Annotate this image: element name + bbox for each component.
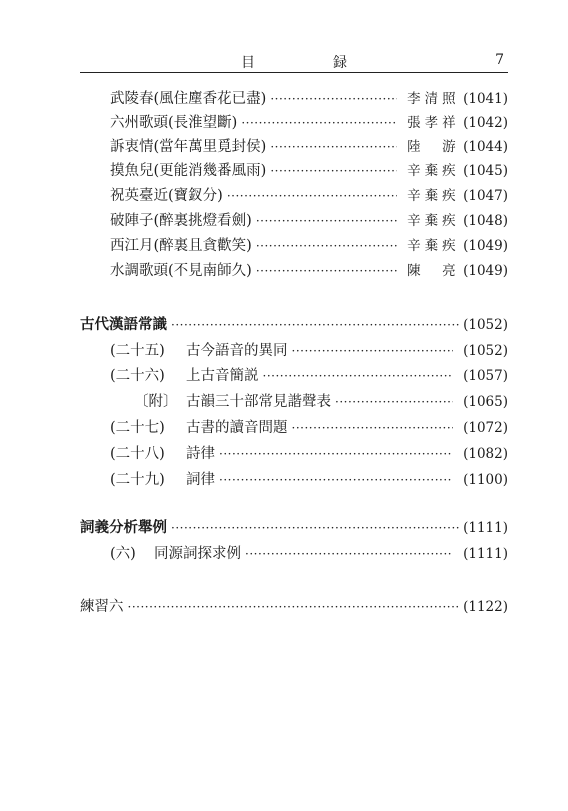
toc-subentry[interactable]: [110, 365, 508, 387]
toc-entry-title: 訴衷情(當年萬里覓封侯): [110, 139, 267, 155]
leader-dots: [219, 443, 453, 465]
toc-subentry[interactable]: [110, 543, 508, 565]
leader-dots: [263, 365, 454, 387]
subentry-page: (1082): [463, 446, 508, 462]
leader-dots: [256, 235, 397, 257]
exercise-page: (1122): [463, 599, 508, 615]
toc-entry-title: 西江月(醉裏且貪歡笑): [110, 238, 252, 254]
leader-dots: [219, 469, 453, 491]
section-page: (1111): [463, 520, 508, 536]
toc-entry-title: 破陣子(醉裏挑燈看劍): [110, 213, 252, 229]
leader-dots: [292, 417, 454, 439]
toc-exercise[interactable]: [80, 596, 508, 618]
subentry-number: (二十五): [110, 343, 165, 359]
subentry-title: 古今語音的異同: [186, 343, 288, 359]
subentry-page: (1111): [463, 546, 508, 562]
toc-entry-title: 祝英臺近(寶釵分): [110, 188, 223, 204]
toc-entry[interactable]: [110, 136, 508, 158]
subentry-number: 〔附〕: [134, 394, 178, 410]
leader-dots: [292, 340, 454, 362]
toc-entry-page: (1049): [463, 263, 508, 279]
toc-entry-title: 水調歌頭(不見南師久): [110, 263, 252, 279]
toc-entry-author: 辛棄疾: [407, 163, 460, 179]
section-title: 古代漢語常識: [80, 317, 167, 333]
toc-entry-author: 陳 亮: [407, 263, 460, 279]
toc-subentry[interactable]: [110, 469, 508, 491]
subentry-number: (二十八): [110, 446, 165, 462]
leader-dots: [171, 314, 459, 336]
subentry-title: 上古音簡説: [186, 368, 259, 384]
subentry-number: (六): [110, 546, 136, 562]
toc-entry-page: (1049): [463, 238, 508, 254]
toc-entry[interactable]: [110, 112, 508, 134]
leader-dots: [171, 517, 459, 539]
subentry-title: 古書的讀音問題: [186, 420, 288, 436]
subentry-page: (1100): [463, 472, 508, 488]
subentry-page: (1065): [463, 394, 508, 410]
leader-dots: [270, 160, 397, 182]
toc-entry[interactable]: [110, 160, 508, 182]
leader-dots: [270, 88, 397, 110]
toc-section-word-meaning[interactable]: [80, 517, 508, 539]
leader-dots: [335, 391, 453, 413]
toc-entry[interactable]: [110, 185, 508, 207]
toc-entry-page: (1041): [463, 91, 508, 107]
toc-entry-author: 辛棄疾: [407, 213, 460, 229]
running-head: [80, 50, 508, 73]
toc-subentry[interactable]: [110, 340, 508, 362]
subentry-page: (1057): [463, 368, 508, 384]
exercise-title: 練習六: [80, 599, 124, 615]
toc-section-ancient-chinese[interactable]: [80, 314, 508, 336]
subentry-title: 詞律: [186, 472, 215, 488]
subentry-page: (1072): [463, 420, 508, 436]
subentry-page: (1052): [463, 343, 508, 359]
toc-entry-page: (1045): [463, 163, 508, 179]
toc-entry-author: 張孝祥: [407, 115, 460, 131]
running-title: 目 録: [241, 55, 379, 71]
toc-entry[interactable]: [110, 210, 508, 232]
leader-dots: [128, 596, 460, 618]
section-page: (1052): [463, 317, 508, 333]
toc-entry-page: (1042): [463, 115, 508, 131]
toc-entry-page: (1048): [463, 213, 508, 229]
subentry-title: 詩律: [186, 446, 215, 462]
subentry-number: (二十九): [110, 472, 165, 488]
toc-entry[interactable]: [110, 235, 508, 257]
leader-dots: [256, 210, 397, 232]
toc-entry-author: 辛棄疾: [407, 188, 460, 204]
toc-entry-author: 辛棄疾: [407, 238, 460, 254]
leader-dots: [241, 112, 397, 134]
leader-dots: [227, 185, 397, 207]
toc-entry[interactable]: [110, 88, 508, 110]
subentry-title: 古韻三十部常見諧聲表: [186, 394, 331, 410]
toc-entry-author: 李清照: [407, 91, 460, 107]
page-number: 7: [495, 52, 504, 68]
toc-entry-page: (1047): [463, 188, 508, 204]
leader-dots: [245, 543, 453, 565]
toc-subentry-appendix[interactable]: [110, 391, 508, 413]
leader-dots: [256, 260, 397, 282]
subentry-number: (二十六): [110, 368, 165, 384]
toc-entry-title: 六州歌頭(長淮望斷): [110, 115, 238, 131]
section-title: 詞義分析舉例: [80, 520, 167, 536]
toc-subentry[interactable]: [110, 417, 508, 439]
toc-subentry[interactable]: [110, 443, 508, 465]
toc-entry-page: (1044): [463, 139, 508, 155]
leader-dots: [270, 136, 397, 158]
toc-entry[interactable]: [110, 260, 508, 282]
toc-entry-title: 武陵春(風住塵香花已盡): [110, 91, 267, 107]
subentry-title: 同源詞探求例: [154, 546, 241, 562]
subentry-number: (二十七): [110, 420, 165, 436]
toc-entry-title: 摸魚兒(更能消幾番風雨): [110, 163, 267, 179]
toc-entry-author: 陸 游: [407, 139, 460, 155]
